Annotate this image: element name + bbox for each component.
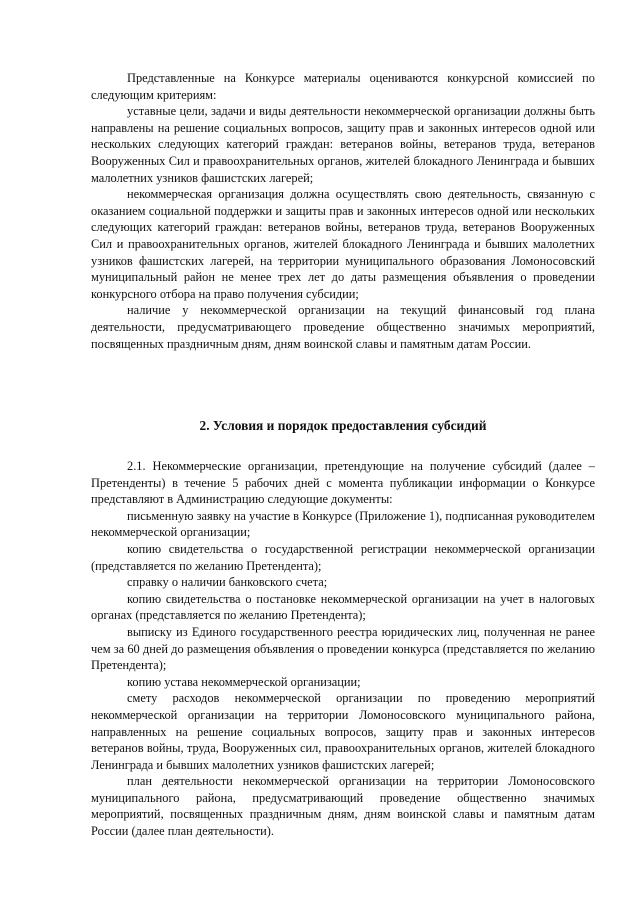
document-item-8: план деятельности некоммерческой организации на территории Ломоносовского муниципального района, предусматривающий проведение общественно значимых мероприятий, посвященных праздничным дням, дням воинской славы и памятным датам России (далее план деятельности). [91, 774, 595, 839]
section-heading: 2. Условия и порядок предоставления субсидий [199, 418, 487, 433]
document-item-5: выписку из Единого государственного реестра юридических лиц, полученная не ранее чем за 60 дней до размещения объявления о проведении конкурса (представляется по желанию Претендента); [91, 624, 595, 673]
document-item-1: письменную заявку на участие в Конкурсе (Приложение 1), подписанная руководителем некоммерческой организации; [91, 508, 595, 540]
criterion-item-1: уставные цели, задачи и виды деятельности некоммерческой организации должны быть направлены на решение социальных вопросов, защиту прав и законных интересов одной или нескольких следующих категорий граждан: ветеранов войны, ветеранов труда, ветеранов Вооруженных Сил и правоохранительных органов, жителей блокадного Ленинграда и бывших малолетних узников фашистских лагерей; [91, 104, 595, 185]
criteria-section [91, 70, 595, 352]
conditions-section [91, 458, 595, 840]
document-item-3: справку о наличии банковского счета; [127, 575, 328, 590]
criterion-item-2: некоммерческая организация должна осуществлять свою деятельность, связанную с оказанием социальной поддержки и защиты прав и законных интересов одной или нескольких следующих категорий граждан: ветеранов войны, ветеранов труда, ветеранов Вооруженных Сил и правоохранительных органов, жителей блокадного Ленинграда и бывших малолетних узников фашистских лагерей, на территории муниципального образования Ломоносовский муниципальный район не менее трех лет до даты размещения объявления о проведении конкурсного отбора на право получения субсидии; [91, 187, 595, 301]
criteria-intro: Представленные на Конкурсе материалы оцениваются конкурсной комиссией по следующим критериям: [91, 71, 595, 102]
document-item-2: копию свидетельства о государственной регистрации некоммерческой организации (представляется по желанию Претендента); [91, 541, 595, 573]
document-item-4: копию свидетельства о постановке некоммерческой организации на учет в налоговых органах (представляется по желанию Претендента); [91, 591, 595, 623]
clause-2-1: 2.1. Некоммерческие организации, претендующие на получение субсидий (далее – Претенденты) в течение 5 рабочих дней с момента публикации информации о Конкурсе представляют в Администрацию следующие документы: [91, 459, 595, 507]
document-item-6: копию устава некоммерческой организации; [127, 674, 361, 689]
criterion-item-3: наличие у некоммерческой организации на текущий финансовый год плана деятельности, предусматривающего проведение общественно значимых мероприятий, посвященных праздничным дням, дням воинской славы и памятным датам России. [91, 303, 595, 351]
document-item-7: смету расходов некоммерческой организации по проведению мероприятий некоммерческой организации на территории Ломоносовского муниципального района, направленных на решение социальных вопросов, защиту прав и законных интересов ветеранов войны, труда, Вооруженных сил, правоохранительных органов, жителей блокадного Ленинграда и бывших малолетних узников фашистских лагерей; [91, 691, 595, 772]
